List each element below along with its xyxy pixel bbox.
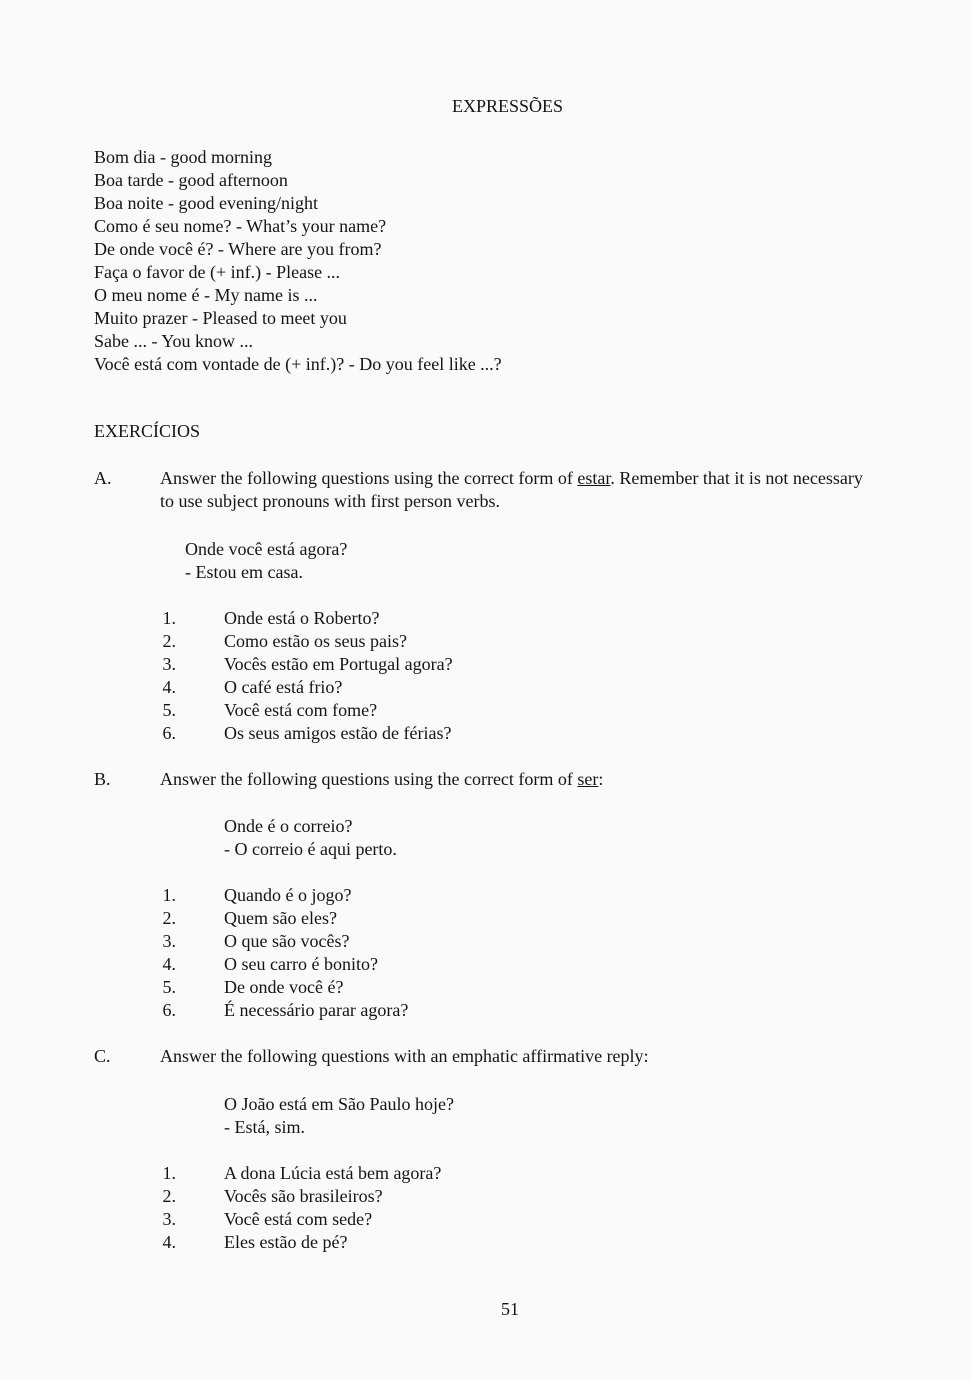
phrase-item: Como é seu nome? - What’s your name? [94,216,387,236]
item-number: 1. [162,1163,176,1183]
item-number: 4. [162,677,176,697]
question-item: O seu carro é bonito? [224,954,378,974]
question-item: Quando é o jogo? [224,885,352,905]
instruction-keyword: ser [577,769,599,789]
item-number: 1. [162,608,176,628]
question-item: Vocês estão em Portugal agora? [224,654,453,674]
question-item: Vocês são brasileiros? [224,1186,383,1206]
example-question: Onde você está agora? [185,539,348,559]
instruction-text: Answer the following questions using the correct form of [160,468,578,488]
phrase-item: O meu nome é - My name is ... [94,285,318,305]
item-number: 6. [162,1000,176,1020]
instruction-keyword: estar [577,468,611,488]
exercise-instruction [160,467,880,513]
exercises-heading: EXERCÍCIOS [94,421,201,441]
question-item: Quem são eles? [224,908,337,928]
item-number: 5. [162,700,176,720]
phrase-item: Faça o favor de (+ inf.) - Please ... [94,262,341,282]
phrase-item: De onde você é? - Where are you from? [94,239,382,259]
example-answer: - O correio é aqui perto. [224,839,397,859]
question-item: É necessário parar agora? [224,1000,409,1020]
phrase-item: Bom dia - good morning [94,147,272,167]
instruction-text: : [598,769,604,789]
question-item: Eles estão de pé? [224,1232,348,1252]
exercise-instruction [160,768,880,791]
item-number: 4. [162,1232,176,1252]
example-answer: - Está, sim. [224,1117,305,1137]
phrase-item: Boa tarde - good afternoon [94,170,288,190]
phrase-item: Sabe ... - You know ... [94,331,254,351]
phrase-item: Boa noite - good evening/night [94,193,318,213]
example-question: Onde é o correio? [224,816,353,836]
phrase-item: Você está com vontade de (+ inf.)? - Do you feel like ...? [94,354,502,374]
item-number: 2. [162,631,176,651]
exercise-letter: C. [94,1046,111,1066]
item-number: 3. [162,654,176,674]
instruction-text: Answer the following questions using the correct form of [160,769,578,789]
exercise-instruction: Answer the following questions with an emphatic affirmative reply: [160,1046,649,1066]
question-item: Os seus amigos estão de férias? [224,723,452,743]
question-item: O café está frio? [224,677,343,697]
item-number: 1. [162,885,176,905]
item-number: 3. [162,1209,176,1229]
item-number: 4. [162,954,176,974]
page-number: 51 [501,1299,519,1319]
example-answer: - Estou em casa. [185,562,303,582]
question-item: Como estão os seus pais? [224,631,407,651]
item-number: 3. [162,931,176,951]
question-item: A dona Lúcia está bem agora? [224,1163,442,1183]
question-item: O que são vocês? [224,931,350,951]
example-question: O João está em São Paulo hoje? [224,1094,454,1114]
exercise-letter: B. [94,769,111,789]
phrase-item: Muito prazer - Pleased to meet you [94,308,347,328]
item-number: 2. [162,908,176,928]
question-item: De onde você é? [224,977,344,997]
question-item: Você está com sede? [224,1209,373,1229]
instruction-text: . Remember that it is not necessary to use subject pronouns with first person verbs. [160,468,863,511]
item-number: 6. [162,723,176,743]
item-number: 5. [162,977,176,997]
question-item: Você está com fome? [224,700,378,720]
page-title: EXPRESSÕES [452,96,564,116]
item-number: 2. [162,1186,176,1206]
exercise-letter: A. [94,468,112,488]
question-item: Onde está o Roberto? [224,608,380,628]
